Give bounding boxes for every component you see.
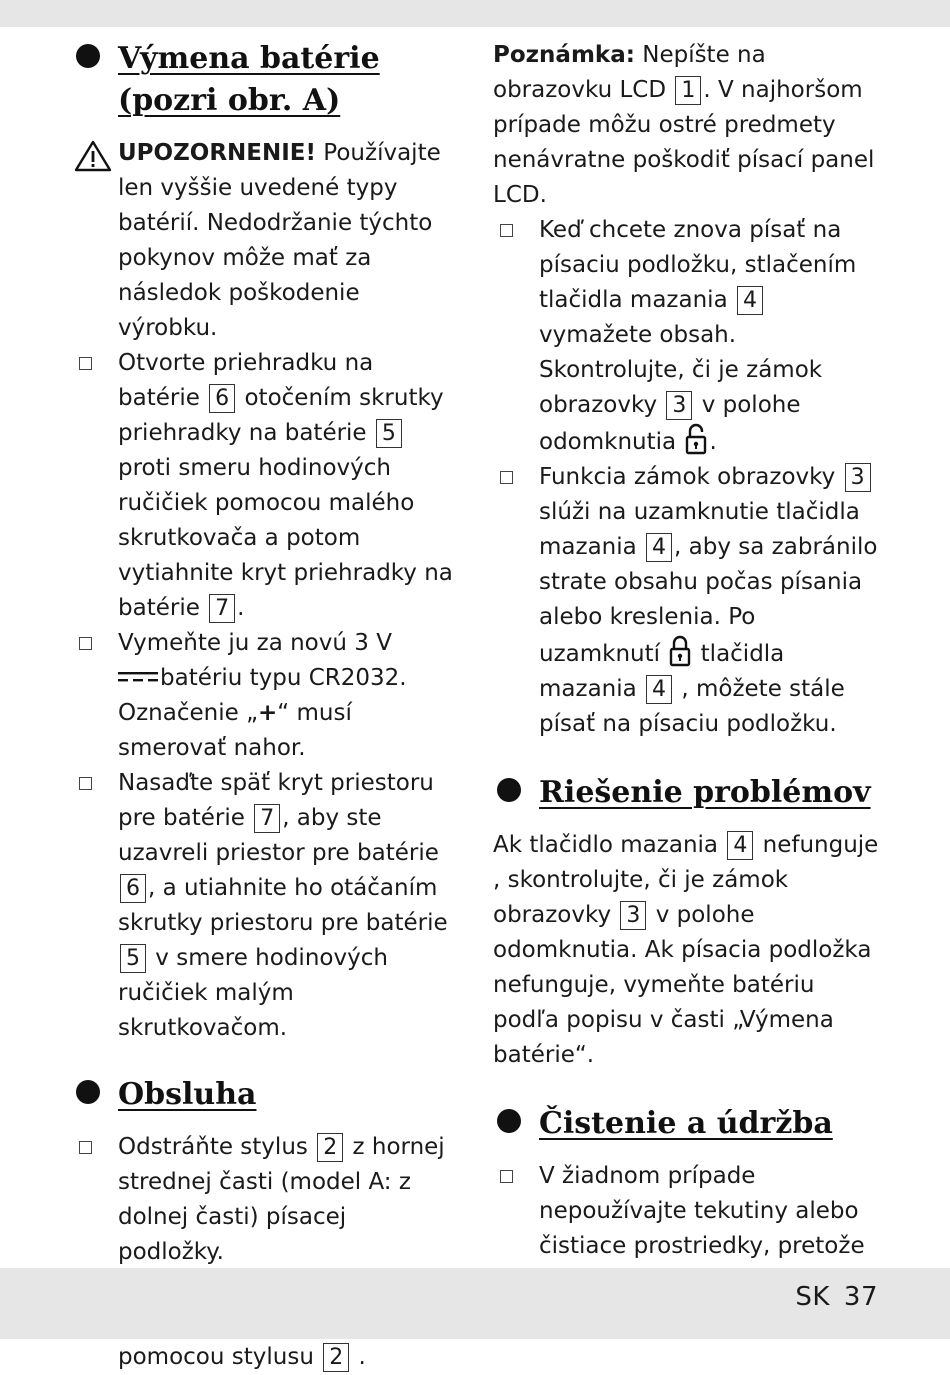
part-ref-box: 4 xyxy=(727,831,753,860)
text: Funkcia zámok obrazovky xyxy=(539,464,843,490)
text: batériu typu CR2032. Označenie „ xyxy=(118,665,407,726)
text: v polohe odomknutia xyxy=(539,392,801,455)
part-ref-box: 2 xyxy=(317,1133,343,1162)
section-heading-troubleshooting xyxy=(493,772,883,814)
page-number: 37 xyxy=(843,1282,878,1312)
part-ref-box: 5 xyxy=(120,944,146,973)
part-ref-box: 4 xyxy=(737,286,763,315)
part-ref-box: 6 xyxy=(209,384,235,413)
list-item xyxy=(493,213,883,460)
part-ref-box: 4 xyxy=(646,533,672,562)
text: vymažete obsah. Skontrolujte, či je zámok obrazovky xyxy=(539,322,823,418)
checkbox-square-icon xyxy=(500,224,513,237)
text: nefunguje , skontrolujte, či je zámok obrazovky xyxy=(493,832,879,928)
checkbox-square-icon xyxy=(79,637,92,650)
section-heading-operation xyxy=(72,1074,457,1116)
text: . V najhoršom prípade môžu ostré predmety nenávratne poškodiť písací panel LCD. xyxy=(493,77,875,208)
text: Keď chcete znova písať na písaciu podložku, stlačením tlačidla mazania xyxy=(539,217,857,313)
bullet-dot-icon xyxy=(497,778,521,802)
warning-triangle-icon xyxy=(74,140,112,172)
text: z hornej strednej časti (model A: z dolnej časti) písacej podložky. xyxy=(118,1134,445,1265)
part-ref-box: 3 xyxy=(620,901,646,930)
list-item xyxy=(72,346,457,626)
text: . xyxy=(237,595,245,621)
heading-text: Výmena batérie (pozri obr. A) xyxy=(118,41,380,118)
text: proti smeru hodinových ručičiek pomocou malého skrutkovača a potom vytiahnite kryt priehradky na batérie xyxy=(118,455,453,621)
part-ref-box: 1 xyxy=(675,76,701,105)
warning-text: Používajte len vyššie uvedené typy batérií. Nedodržanie týchto pokynov môže mať za následok poškodenie výrobku. xyxy=(118,140,441,341)
note-paragraph xyxy=(493,38,883,213)
part-ref-box: 6 xyxy=(120,874,146,903)
text: pomocou stylusu xyxy=(118,1344,322,1370)
dc-voltage-icon xyxy=(118,671,158,683)
text: otočením skrutky priehradky na batérie xyxy=(118,385,444,446)
list-item xyxy=(72,1130,457,1270)
text: v smere hodinových ručičiek malým skrutkovačom. xyxy=(118,945,388,1041)
part-ref-box: 5 xyxy=(376,419,402,448)
plus-sign: + xyxy=(258,700,278,726)
text: “ musí smerovať nahor. xyxy=(118,700,352,761)
note-label: Poznámka: xyxy=(493,42,635,68)
section-heading-battery xyxy=(72,38,457,122)
checkbox-square-icon xyxy=(79,1141,92,1154)
checkbox-square-icon xyxy=(79,357,92,370)
left-column xyxy=(72,38,457,1375)
text: . xyxy=(709,429,717,455)
heading-text: Obsluha xyxy=(118,1077,257,1112)
checkbox-square-icon xyxy=(500,471,513,484)
bullet-dot-icon xyxy=(76,44,100,68)
text: Nepíšte na obrazovku LCD xyxy=(493,42,766,103)
part-ref-box: 7 xyxy=(209,594,235,623)
text: slúži na uzamknutie tlačidla mazania xyxy=(539,499,860,560)
bullet-dot-icon xyxy=(76,1080,100,1104)
warning-paragraph xyxy=(72,136,457,346)
text: , a utiahnite ho otáčaním skrutky priestoru pre batérie xyxy=(118,875,448,936)
warning-label: UPOZORNENIE! xyxy=(118,140,316,166)
heading-text: Čistenie a údržba xyxy=(539,1106,833,1141)
part-ref-box: 3 xyxy=(845,463,871,492)
list-item xyxy=(72,766,457,1046)
checkbox-square-icon xyxy=(500,1170,513,1183)
troubleshooting-paragraph xyxy=(493,828,883,1073)
part-ref-box: 7 xyxy=(254,804,280,833)
bullet-dot-icon xyxy=(497,1109,521,1133)
text: Vymeňte ju za novú 3 V xyxy=(118,630,392,656)
text: Otvorte priehradku na batérie xyxy=(118,350,374,411)
text: Odstráňte stylus xyxy=(118,1134,316,1160)
text: V žiadnom prípade nepoužívajte tekutiny alebo čistiace prostriedky, pretože xyxy=(539,1163,865,1259)
part-ref-box: 3 xyxy=(666,391,692,420)
part-ref-box: 4 xyxy=(646,675,672,704)
locked-padlock-icon xyxy=(669,635,691,667)
heading-text: Riešenie problémov xyxy=(539,775,871,810)
text: , aby ste uzavreli priestor pre batérie xyxy=(118,805,439,866)
top-band xyxy=(0,0,950,27)
text: , aby sa zabránilo strate obsahu počas písania alebo kreslenia. Po uzamknutí xyxy=(539,534,878,667)
text: Ak tlačidlo mazania xyxy=(493,832,726,858)
section-heading-cleaning xyxy=(493,1103,883,1145)
page-footer xyxy=(795,1282,878,1312)
right-column xyxy=(493,38,883,1299)
text: tlačidla mazania xyxy=(539,641,785,702)
language-code: SK xyxy=(795,1282,830,1312)
list-item xyxy=(493,460,883,742)
text: , môžete stále písať na písaciu podložku. xyxy=(539,676,845,737)
part-ref-box: 2 xyxy=(323,1343,349,1372)
checkbox-square-icon xyxy=(79,777,92,790)
list-item xyxy=(72,626,457,766)
text: Nasaďte späť kryt priestoru pre batérie xyxy=(118,770,434,831)
unlocked-padlock-icon xyxy=(685,423,707,455)
text: . xyxy=(351,1344,366,1370)
text: v polohe odomknutia. Ak písacia podložka nefunguje, vymeňte batériu podľa popisu v časti „Výmena batérie“. xyxy=(493,902,872,1068)
